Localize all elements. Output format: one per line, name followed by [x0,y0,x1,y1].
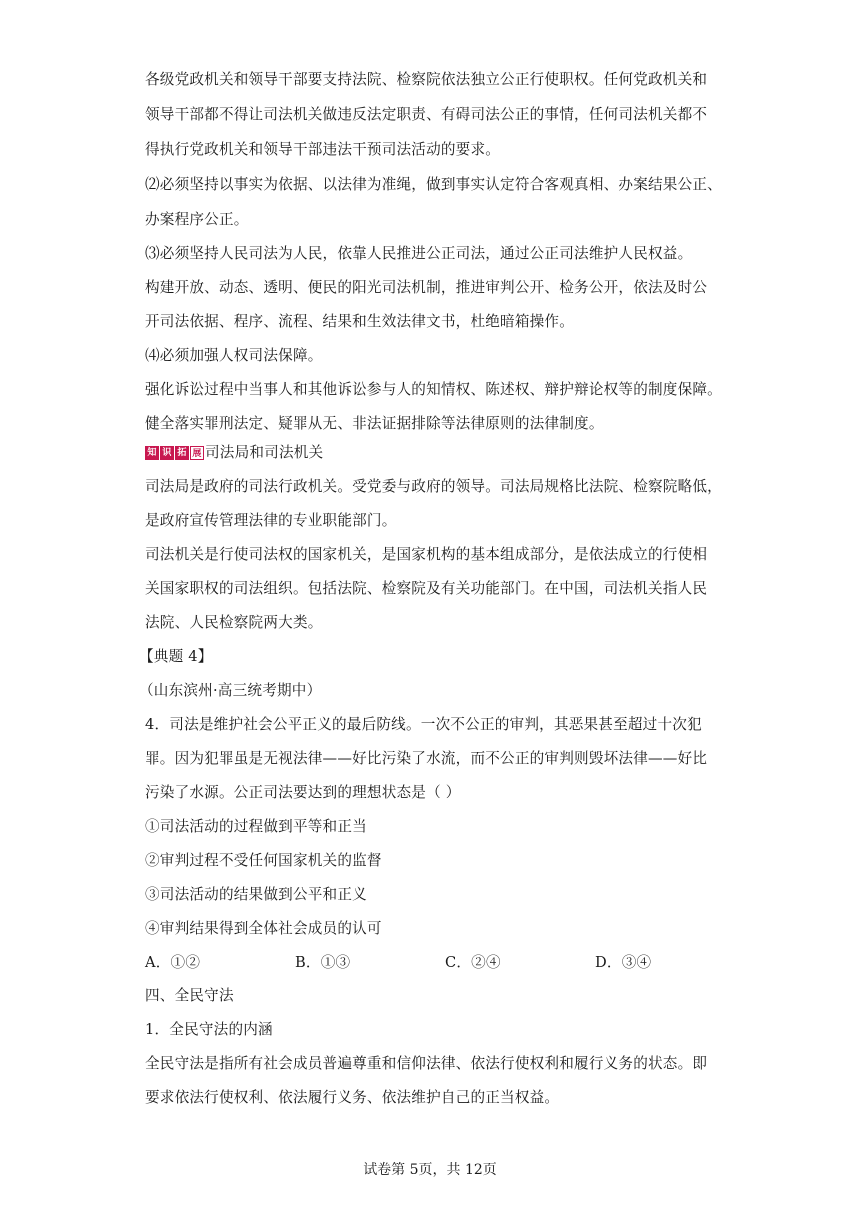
paragraph-line: 领导干部都不得让司法机关做违反法定职责、有碍司法公正的事情，任何司法机关都不 [145,106,708,123]
paragraph-line: 要求依法行使权利、依法履行义务、依法维护自己的正当权益。 [145,1089,560,1106]
paragraph-line: 强化诉讼过程中当事人和其他诉讼参与人的知情权、陈述权、辩护辩论权等的制度保障。 [145,381,722,398]
paragraph-line: 法院、人民检察院两大类。 [145,614,323,631]
badge-char: 知 [145,446,159,460]
question-line: 4．司法是维护社会公平正义的最后防线。一次不公正的审判，其恶果甚至超过十次犯 [145,716,702,733]
statement-item: ③司法活动的结果做到公平和正义 [145,886,367,903]
paragraph-line: ⑷必须加强人权司法保障。 [145,347,323,364]
paragraph-line: 全民守法是指所有社会成员普遍尊重和信仰法律、依法行使权利和履行义务的状态。即 [145,1055,708,1072]
badge-char: 展 [190,446,204,460]
question-line: 罪。因为犯罪虽是无视法律——好比污染了水流，而不公正的审判则毁坏法律——好比 [145,750,708,767]
statement-item: ④审判结果得到全体社会成员的认可 [145,920,382,937]
option-b: B．①③ [295,954,351,971]
paragraph-line: ⑶必须坚持人民司法为人民，依靠人民推进公正司法，通过公正司法维护人民权益。 [145,245,693,262]
question-source: （山东滨州·高三统考期中） [139,682,322,699]
question-line: 污染了水源。公正司法要达到的理想状态是（ ） [145,784,461,801]
paragraph-line: 健全落实罪刑法定、疑罪从无、非法证据排除等法律原则的法律制度。 [145,415,604,432]
badge-char: 拓 [175,446,189,460]
paragraph-line: 是政府宣传管理法律的专业职能部门。 [145,512,397,529]
option-a: A．①② [145,954,201,971]
statement-item: ①司法活动的过程做到平等和正当 [145,818,367,835]
knowledge-extension-badge [145,446,204,460]
badge-char: 识 [160,446,174,460]
example-tag: 【典题 4】 [139,648,213,665]
paragraph-line: 关国家职权的司法组织。包括法院、检察院及有关功能部门。在中国，司法机关指人民 [145,580,708,597]
subsection-heading: 1．全民守法的内涵 [145,1021,273,1038]
answer-options [145,953,745,973]
knowledge-extension-heading [145,443,323,463]
statement-item: ②审判过程不受任何国家机关的监督 [145,852,382,869]
option-d: D．③④ [595,954,652,971]
paragraph-line: 司法局是政府的司法行政机关。受党委与政府的领导。司法局规格比法院、检察院略低， [145,478,722,495]
option-c: C．②④ [445,954,501,971]
paragraph-line: 开司法依据、程序、流程、结果和生效法律文书，杜绝暗箱操作。 [145,313,575,330]
extension-title: 司法局和司法机关 [205,444,324,461]
paragraph-line: 得执行党政机关和领导干部违法干预司法活动的要求。 [145,141,501,158]
paragraph-line: 办案程序公正。 [145,211,249,228]
paragraph-line: ⑵必须坚持以事实为依据、以法律为准绳，做到事实认定符合客观真相、办案结果公正、 [145,176,722,193]
paragraph-line: 构建开放、动态、透明、便民的阳光司法机制，推进审判公开、检务公开，依法及时公 [145,279,708,296]
page-footer: 试卷第 5页，共 12页 [363,1162,497,1178]
section-heading: 四、全民守法 [145,987,234,1004]
paragraph-line: 司法机关是行使司法权的国家机关，是国家机构的基本组成部分，是依法成立的行使相 [145,546,708,563]
paragraph-line: 各级党政机关和领导干部要支持法院、检察院依法独立公正行使职权。任何党政机关和 [145,71,708,88]
